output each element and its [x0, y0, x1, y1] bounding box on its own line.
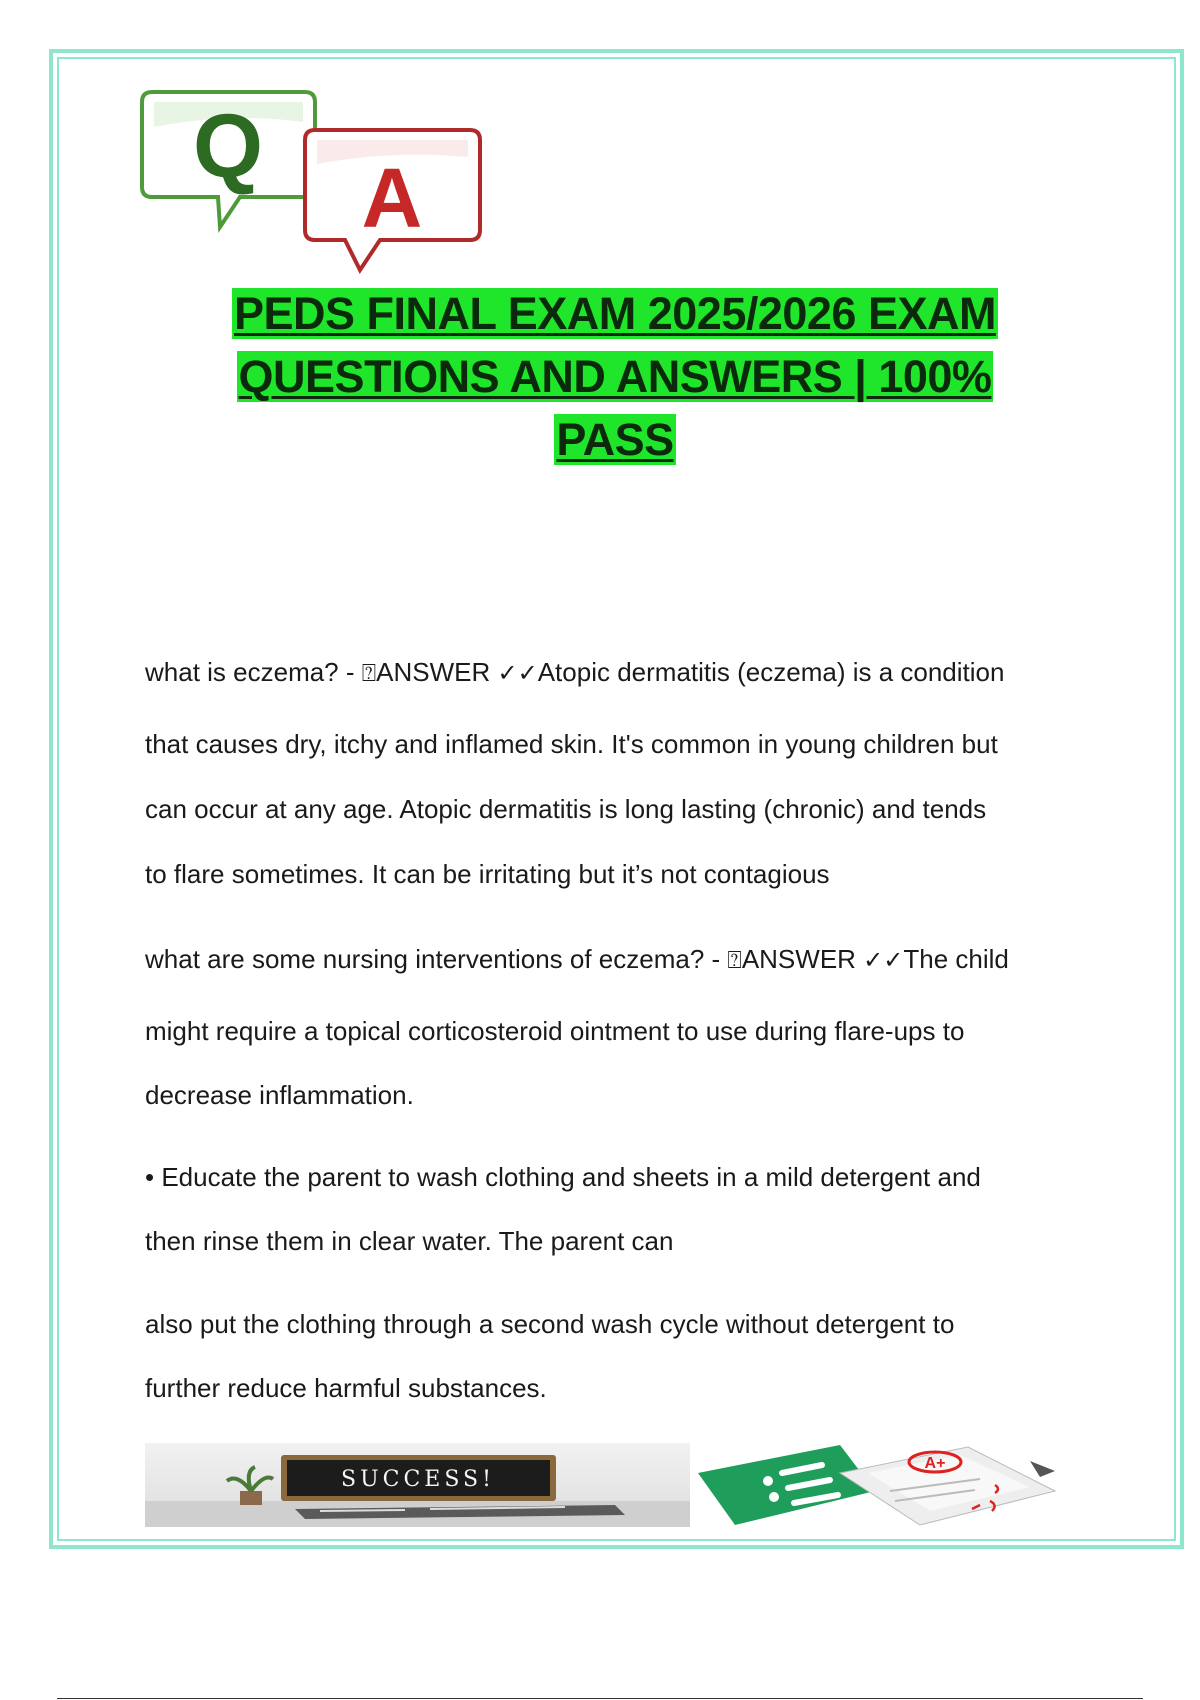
- double-check-icon: ✓✓: [497, 659, 538, 687]
- double-check-icon: ✓✓: [863, 946, 904, 974]
- q2-line-6: also put the clothing through a second wash cycle without detergent to: [145, 1309, 955, 1339]
- page-title: [150, 282, 1080, 471]
- q2-bullet-line-2: then rinse them in clear water. The parent can: [145, 1226, 674, 1256]
- title-line-1: PEDS FINAL EXAM 2025/2026 EXAM: [234, 288, 996, 339]
- title-line-3: PASS: [556, 414, 674, 465]
- success-chalkboard-image: [145, 1443, 690, 1527]
- q1-line-3: can occur at any age. Atopic dermatitis is long lasting (chronic) and tends: [145, 794, 987, 824]
- q2-line-3: decrease inflammation.: [145, 1080, 414, 1110]
- missing-glyph-icon: ⍰: [361, 659, 377, 687]
- q2-bullet-line-1: • Educate the parent to wash clothing and sheets in a mild detergent and: [145, 1162, 981, 1192]
- q1-line-1: what is eczema? - ⍰ANSWER ✓✓Atopic dermatitis (eczema) is a condition: [145, 657, 1005, 687]
- q1-line-2: that causes dry, itchy and inflamed skin. It's common in young children but: [145, 729, 998, 759]
- q2-line-1: what are some nursing interventions of eczema? - ⍰ANSWER ✓✓The child: [145, 944, 1009, 974]
- title-line-2: QUESTIONS AND ANSWERS | 100%: [238, 351, 992, 402]
- q1-line-4: to flare sometimes. It can be irritating but it’s not contagious: [145, 859, 830, 889]
- answer-bubble-icon: [305, 130, 480, 270]
- question-bubble-icon: [142, 92, 315, 227]
- qa-logo: [140, 82, 490, 287]
- a-letter: A: [361, 151, 423, 245]
- q2-line-7: further reduce harmful substances.: [145, 1373, 547, 1403]
- q2-line-2: might require a topical corticosteroid ointment to use during flare-ups to: [145, 1016, 965, 1046]
- q-letter: Q: [192, 97, 264, 197]
- footer-rule: [57, 1698, 1143, 1699]
- missing-glyph-icon: ⍰: [727, 946, 742, 974]
- grade-text: A+: [924, 1455, 946, 1472]
- graded-paper-image: [690, 1443, 1085, 1527]
- success-text: SUCCESS!: [341, 1467, 495, 1492]
